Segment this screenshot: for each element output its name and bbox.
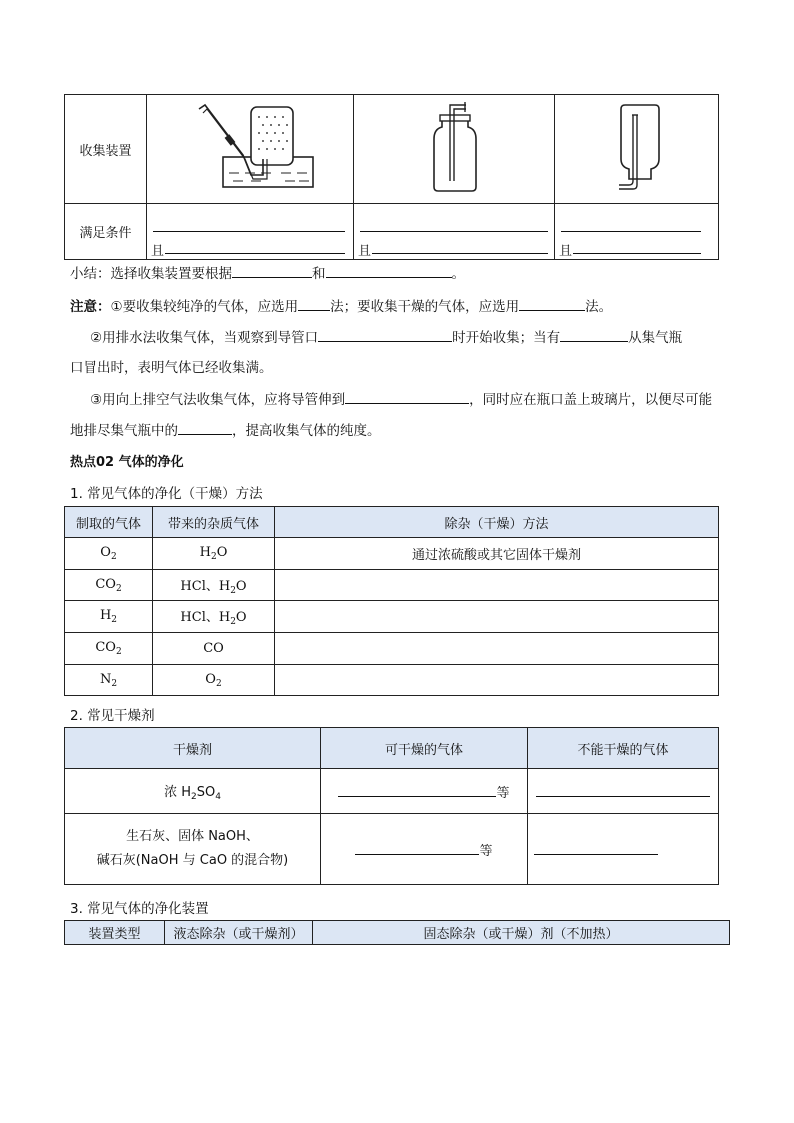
summary-line: 小结：选择收集装置要根据 和 。 [70, 262, 465, 282]
not-dryable-blank[interactable] [536, 782, 710, 797]
table-row: 生石灰、固体 NaOH、 碱石灰(NaOH 与 CaO 的混合物) 等 [65, 814, 719, 885]
table-row: $CO_2$ HCl、$H_2O$ [65, 570, 719, 601]
agent-sulfuric-acid: 浓 $H_2SO_4$ [65, 769, 321, 814]
header-impurity: 带来的杂质气体 [153, 507, 275, 538]
note-label: 注意： [70, 299, 111, 315]
note-blank[interactable] [298, 296, 330, 311]
note-blank[interactable] [178, 420, 232, 435]
subsection-3-title: 3. 常见气体的净化装置 [70, 901, 209, 917]
header-liquid: 液态除杂（或干燥剂） [165, 921, 313, 945]
and-char: 且 [358, 244, 372, 259]
header-agent: 干燥剂 [65, 728, 321, 769]
purification-table [64, 506, 719, 696]
table-row: $CO_2$ CO [65, 633, 719, 665]
method-cell[interactable] [275, 570, 719, 601]
header-not-dryable: 不能干燥的气体 [528, 728, 719, 769]
header-gas: 制取的气体 [65, 507, 153, 538]
note-blank[interactable] [345, 389, 469, 404]
condition-blank[interactable] [165, 239, 345, 254]
dryable-blank[interactable] [355, 840, 479, 855]
subsection-2-title: 2. 常见干燥剂 [70, 708, 155, 724]
note-line-3: ③用向上排空气法收集气体，应将导管伸到 ，同时应在瓶口盖上玻璃片，以便尽可能 [90, 388, 712, 408]
header-method: 除杂（干燥）方法 [275, 507, 719, 538]
downward-air-cell [555, 95, 719, 204]
note-line-2: ②用排水法收集气体，当观察到导管口 时开始收集；当有 从集气瓶 [90, 326, 682, 346]
condition-cell-1 [147, 204, 354, 260]
method-cell[interactable] [275, 601, 719, 633]
condition-blank[interactable] [573, 239, 701, 254]
method-cell[interactable] [275, 633, 719, 665]
water-displacement-apparatus-icon [147, 95, 352, 199]
device-table [64, 920, 730, 945]
summary-blank-2[interactable] [326, 263, 452, 278]
upward-air-cell [354, 95, 555, 204]
upward-air-displacement-bottle-icon [354, 95, 553, 199]
note-line-2b: 口冒出时，表明气体已经收集满。 [70, 360, 273, 376]
table-row: $H_2$ HCl、$H_2O$ [65, 601, 719, 633]
method-cell[interactable]: 通过浓硫酸或其它固体干燥剂 [275, 538, 719, 570]
condition-cell-2 [354, 204, 555, 260]
header-dryable: 可干燥的气体 [321, 728, 528, 769]
dryable-blank[interactable] [338, 782, 496, 797]
condition-blank[interactable] [153, 217, 345, 232]
method-cell[interactable] [275, 665, 719, 696]
subsection-1-title: 1. 常见气体的净化（干燥）方法 [70, 486, 263, 502]
collection-table [64, 94, 719, 260]
condition-blank[interactable] [561, 217, 701, 232]
row-label-apparatus: 收集装置 [65, 95, 147, 204]
header-solid: 固态除杂（或干燥）剂（不加热） [313, 921, 730, 945]
note-line-1: 注意：①要收集较纯净的气体，应选用 法；要收集干燥的气体，应选用 法。 [70, 295, 612, 315]
note-line-3b: 地排尽集气瓶中的 ，提高收集气体的纯度。 [70, 419, 381, 439]
agent-soda-lime: 生石灰、固体 NaOH、 碱石灰(NaOH 与 CaO 的混合物) [65, 814, 321, 885]
downward-air-displacement-bottle-icon [555, 95, 717, 199]
not-dryable-blank[interactable] [534, 840, 658, 855]
condition-blank[interactable] [372, 239, 548, 254]
and-char: 且 [559, 244, 573, 259]
drying-agent-table [64, 727, 719, 885]
note-blank[interactable] [519, 296, 585, 311]
note-blank[interactable] [318, 327, 452, 342]
summary-blank-1[interactable] [232, 263, 312, 278]
condition-cell-3 [555, 204, 719, 260]
condition-blank[interactable] [360, 217, 548, 232]
header-device-type: 装置类型 [65, 921, 165, 945]
table-row: $N_2$ $O_2$ [65, 665, 719, 696]
section-title: 热点02 气体的净化 [70, 455, 184, 470]
water-displacement-cell [147, 95, 354, 204]
and-char: 且 [151, 244, 165, 259]
table-row: $O_2$ $H_2O$ 通过浓硫酸或其它固体干燥剂 [65, 538, 719, 570]
table-row: 浓 $H_2SO_4$ 等 [65, 769, 719, 814]
note-blank[interactable] [560, 327, 628, 342]
row-label-conditions: 满足条件 [65, 204, 147, 260]
